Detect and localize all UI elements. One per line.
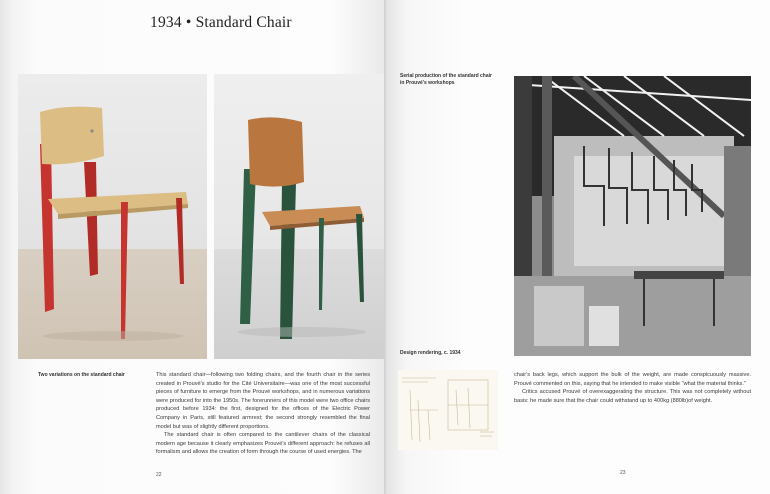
paragraph: Critics accused Prouvé of overexaggerating the structure. This was not completely without basis: he made sure that the chair could withstand up to 400kg (880lb)of weight. [514,389,751,404]
page-number-left: 22 [156,472,162,478]
body-text-left [156,371,370,457]
page-title: 1934 • Standard Chair [150,14,292,31]
photo-red-chair [18,74,207,359]
design-rendering-drawing [398,370,498,450]
photo-caption-top-right: Serial production of the standard chair in Prouvé's workshops [400,73,492,86]
drawing-caption: Design rendering, c. 1934 [400,350,461,356]
page-edge [0,0,14,494]
photo-workshop [514,76,751,356]
paragraph: This standard chair—following two folding chairs, and the fourth chair in the series created in Prouvé's studio for the Cité Universitaire—was one of the most successful pieces of furniture to emerge from the Prouvé workshops, and in numerous variations were produced for into the 1950s. The forerunners of this model were two office chairs produced before 1934: the first, designed for the offices of the Electric Power Company in Paris, still featured armrest; the second strongly resembled the final model but was of slightly different proportions. [156,372,370,430]
paragraph: The standard chair is often compared to the cantilever chairs of the classical modern age because it clearly emphasizes Prouvé's different approach: he refuses all formalism and allows the creation of form through the course of used energies. The [156,432,370,456]
photo-green-chair [214,74,384,359]
page-number-right: 23 [620,470,626,476]
photo-caption-left: Two variations on the standard chair [38,372,125,378]
paragraph: chair's back legs, which support the bulk of the weight, are made conspicuously massive. Prouvé commented on this, saying that he intended to make visible "what the material thinks." [514,372,751,387]
body-text-right [514,371,751,405]
